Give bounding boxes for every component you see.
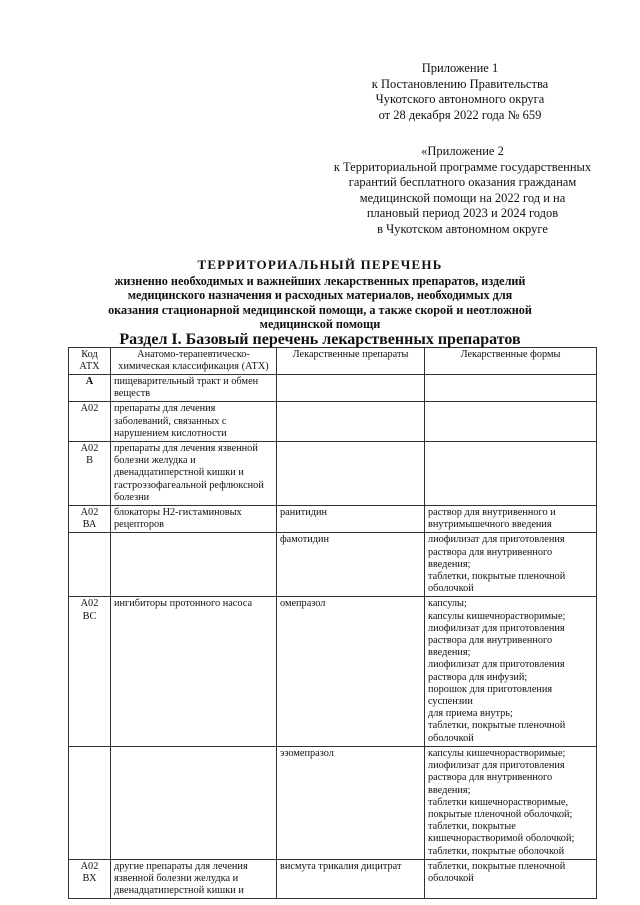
cell-form: капсулы кишечнорастворимые; лиофилизат для приготовления раствора для внутривенного введения; таблетки кишечнорастворимые, покрытые пленочной оболочкой; таблетки, покрытые кишечнорастворимой оболочкой; таблетки, покрытые оболочкой [425, 746, 597, 859]
cell-atc: другие препараты для лечения язвенной болезни желудка и двенадцатиперстной кишки и [111, 859, 277, 899]
table-row [69, 746, 597, 859]
cell-code [69, 533, 111, 597]
subtitle-line: медицинского назначения и расходных материалов, необходимых для [127, 288, 513, 303]
annex-2-line: медицинской помощи на 2022 год и на [359, 190, 566, 205]
table-row [69, 442, 597, 506]
cell-atc: блокаторы Н2-гистаминовых рецепторов [111, 506, 277, 533]
cell-atc [111, 746, 277, 859]
cell-atc: препараты для лечения заболеваний, связанных с нарушением кислотности [111, 402, 277, 442]
cell-form [425, 402, 597, 442]
header-drugs: Лекарственные препараты [277, 348, 425, 375]
table-row [69, 402, 597, 442]
annex-1-line: к Постановлению Правительства [371, 76, 549, 91]
cell-form: раствор для внутривенного и внутримышечного введения [425, 506, 597, 533]
cell-form: лиофилизат для приготовления раствора для внутривенного введения; таблетки, покрытые пленочной оболочкой [425, 533, 597, 597]
annex-2-block [310, 144, 615, 237]
cell-drug [277, 375, 425, 402]
document-subtitle [100, 274, 540, 331]
table-row [69, 375, 597, 402]
cell-form: капсулы; капсулы кишечнорастворимые; лиофилизат для приготовления раствора для внутривенного введения; лиофилизат для приготовления раствора для инфузий; порошок для приготовления суспензии для приема внутрь; таблетки, покрытые пленочной оболочкой [425, 597, 597, 746]
annex-1-line: Приложение 1 [421, 61, 499, 75]
header-dosage-forms: Лекарственные формы [425, 348, 597, 375]
cell-atc [111, 533, 277, 597]
table-header-row [69, 348, 597, 375]
cell-atc: пищеварительный тракт и обмен веществ [111, 375, 277, 402]
annex-2-line: к Территориальной программе государственных [333, 159, 592, 174]
annex-2-line: плановый период 2023 и 2024 годов [366, 206, 559, 220]
document-title: ТЕРРИТОРИАЛЬНЫЙ ПЕРЕЧЕНЬ [197, 257, 443, 272]
cell-atc: ингибиторы протонного насоса [111, 597, 277, 746]
subtitle-line: жизненно необходимых и важнейших лекарственных препаратов, изделий [114, 274, 526, 288]
annex-1-block [330, 61, 590, 123]
annex-2-line: гарантий бесплатного оказания гражданам [348, 175, 577, 189]
cell-drug: фамотидин [277, 533, 425, 597]
cell-drug: висмута трикалия дицитрат [277, 859, 425, 899]
cell-drug [277, 402, 425, 442]
cell-code: А02 ВС [69, 597, 111, 746]
header-atc-code: Код АТХ [69, 348, 111, 375]
cell-atc: препараты для лечения язвенной болезни желудка и двенадцатиперстной кишки и гастроэзофагеальной рефлюксной болезни [111, 442, 277, 506]
cell-code [69, 746, 111, 859]
cell-form [425, 442, 597, 506]
cell-drug: омепразол [277, 597, 425, 746]
table-row [69, 533, 597, 597]
header-atc-classification: Анатомо-терапевтическо- химическая классификация (АТХ) [111, 348, 277, 375]
cell-code: А02 В [69, 442, 111, 506]
drug-list-table [68, 347, 597, 899]
section-title: Раздел I. Базовый перечень лекарственных препаратов [119, 331, 521, 348]
cell-code: А02 ВХ [69, 859, 111, 899]
cell-code: А02 ВА [69, 506, 111, 533]
annex-2-line: в Чукотском автономном округе [377, 221, 548, 236]
subtitle-line: оказания стационарной медицинской помощи, а также скорой и неотложной [108, 302, 532, 317]
cell-drug: ранитидин [277, 506, 425, 533]
cell-code: А02 [69, 402, 111, 442]
annex-2-line: «Приложение 2 [421, 144, 504, 158]
annex-1-line: от 28 декабря 2022 года № 659 [378, 107, 542, 122]
cell-form [425, 375, 597, 402]
annex-1-line: Чукотского автономного округа [375, 92, 545, 106]
table-row [69, 506, 597, 533]
table-row [69, 597, 597, 746]
cell-code: А [69, 375, 111, 402]
table-row [69, 859, 597, 899]
cell-form: таблетки, покрытые пленочной оболочкой [425, 859, 597, 899]
cell-drug: эзомепразол [277, 746, 425, 859]
subtitle-line: медицинской помощи [259, 316, 381, 331]
cell-drug [277, 442, 425, 506]
